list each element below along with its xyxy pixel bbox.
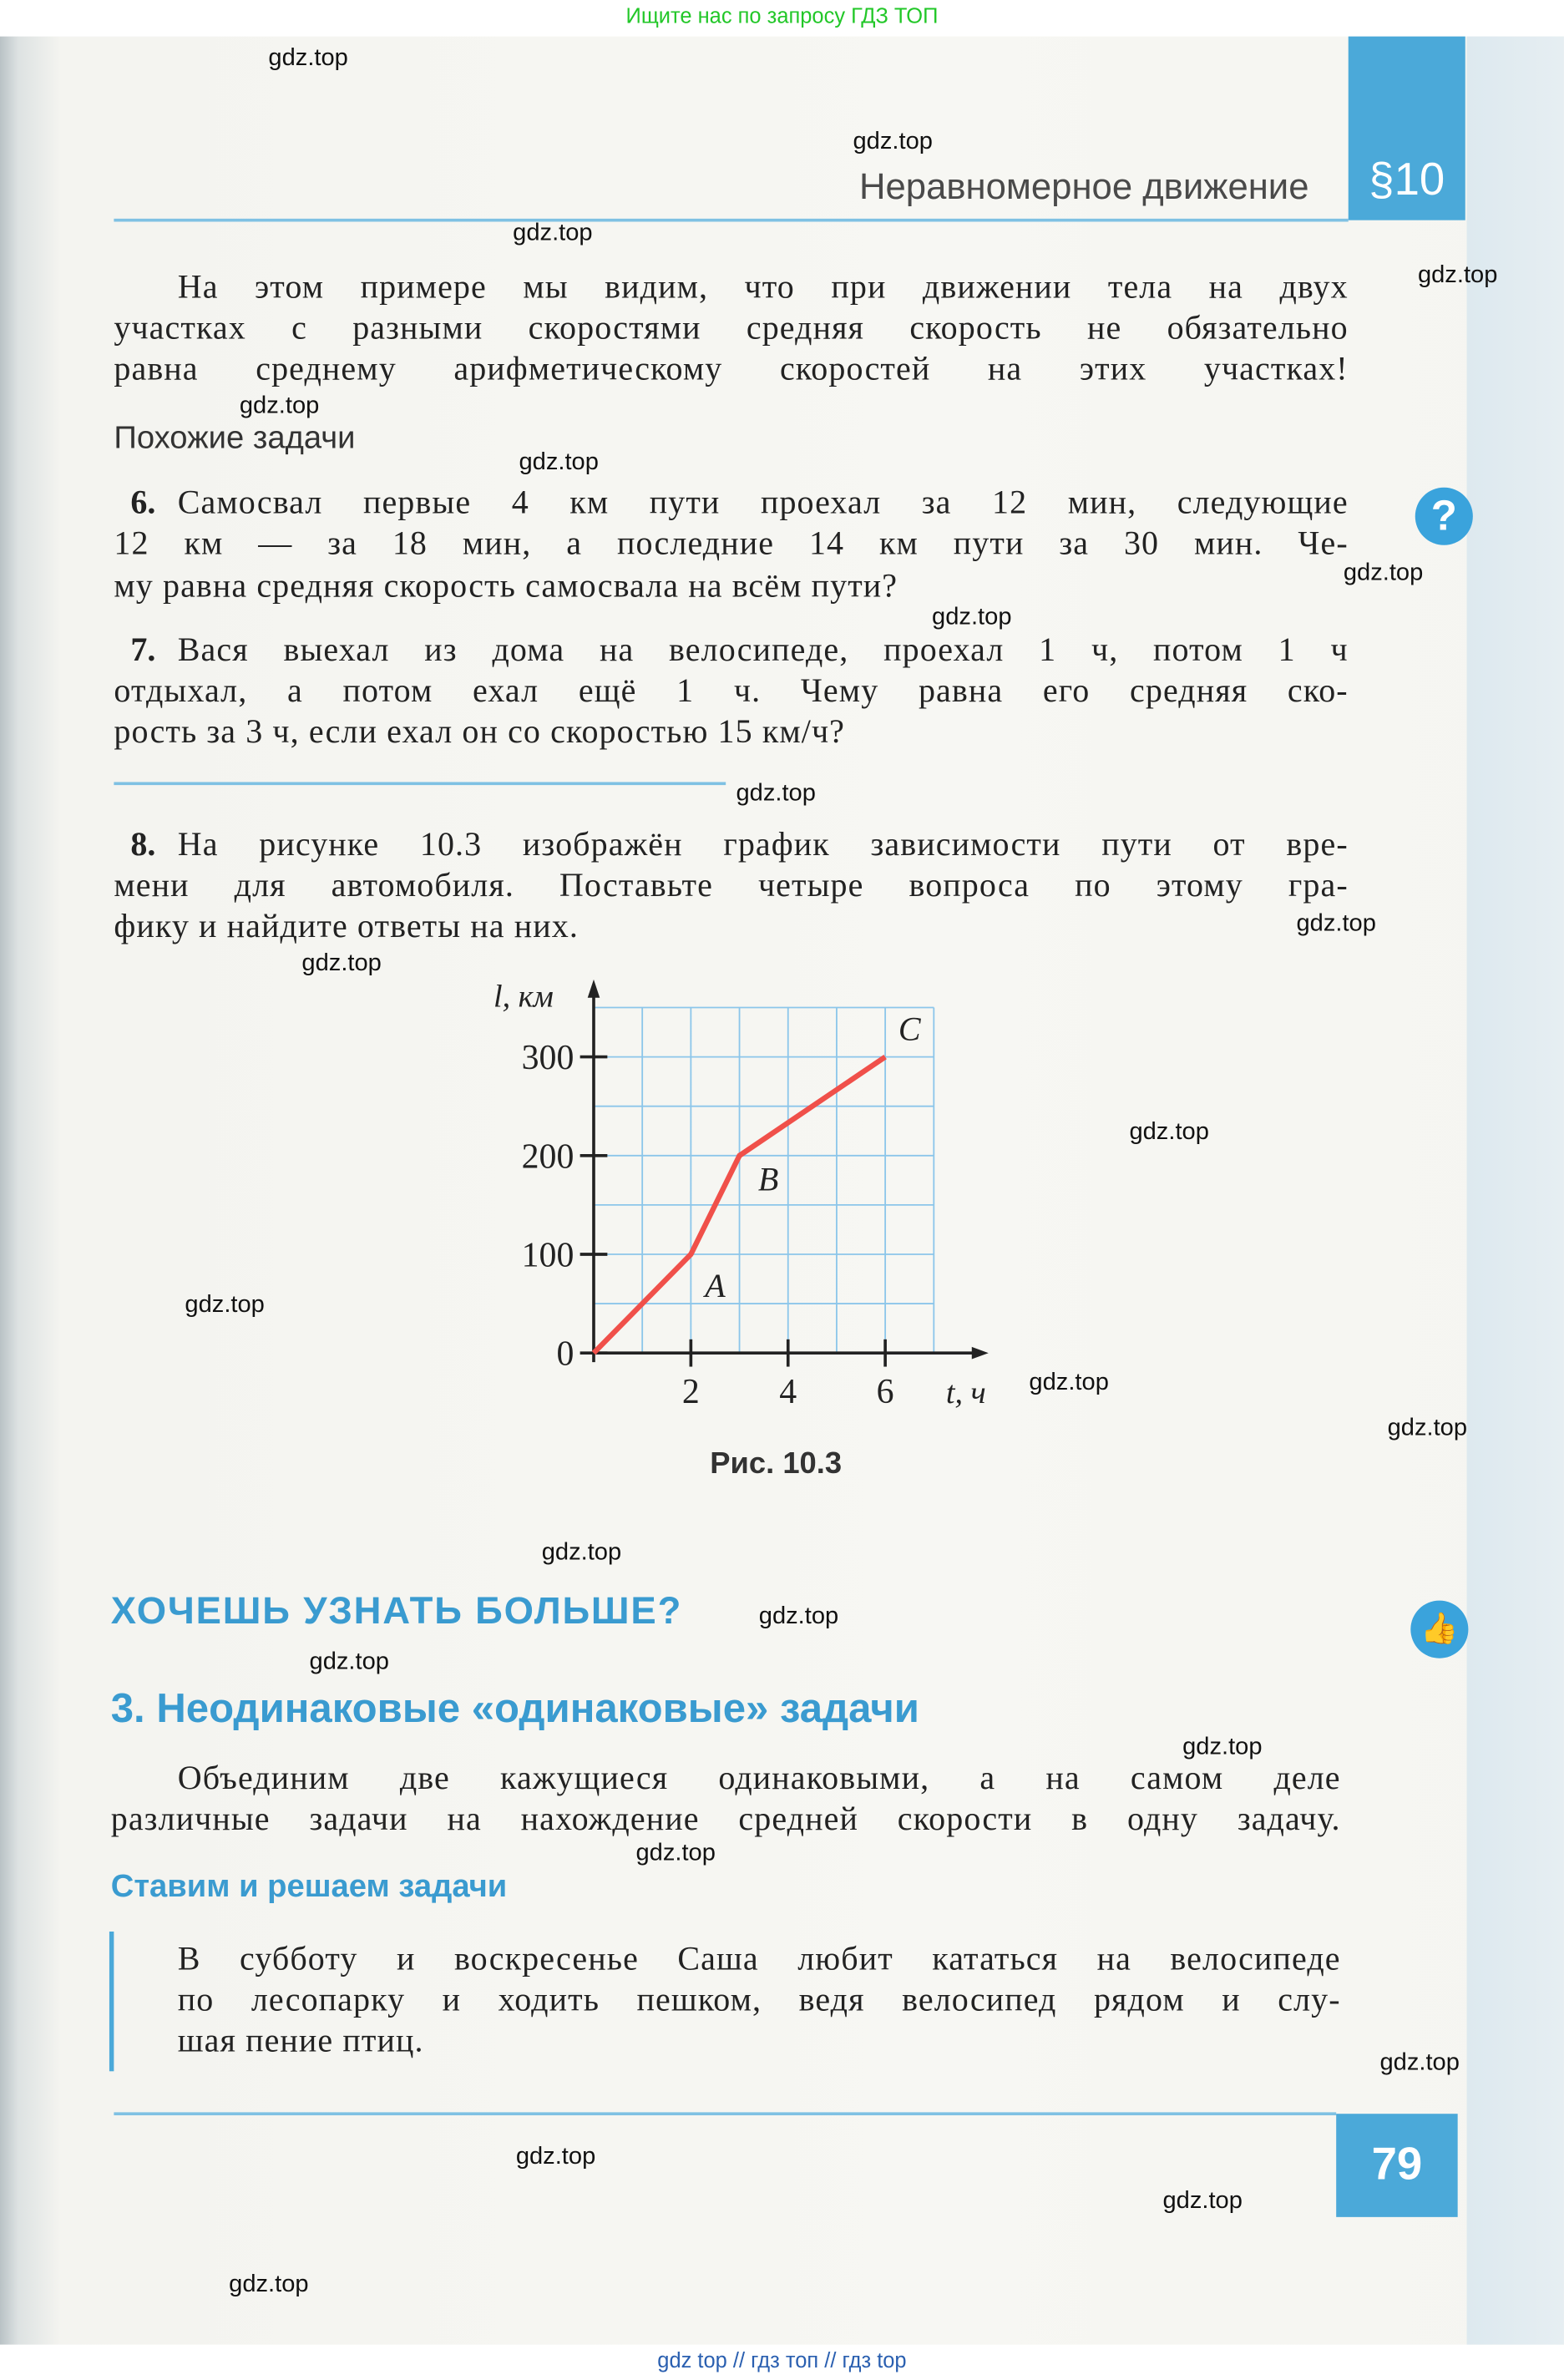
y-axis-label: l, км [493, 979, 554, 1015]
y-tick-label: 0 [556, 1334, 574, 1374]
problem-line: 12 км — за 18 мин, а последние 14 км пути за 30 мин. Че- [114, 524, 1349, 562]
problem-line: мени для автомобиля. Поставьте четыре вопроса по этому гра- [114, 865, 1349, 904]
subheading: Ставим и решаем задачи [110, 1869, 508, 1905]
text-line: участках с разными скоростями средняя скорость не обязательно [114, 308, 1349, 347]
x-tick-label: 2 [681, 1373, 700, 1412]
watermark: gdz.top [1343, 560, 1424, 586]
problem-number: 8. [130, 824, 156, 863]
problem-line: Вася выехал из дома на велосипеде, проехал 1 ч, потом 1 ч [177, 630, 1349, 669]
watermark: gdz.top [185, 1292, 265, 1319]
watermark: gdz.top [1029, 1370, 1109, 1396]
watermark: gdz.top [301, 950, 382, 977]
similar-tasks-heading: Похожие задачи [114, 420, 356, 456]
figure-caption: Рис. 10.3 [710, 1446, 843, 1481]
watermark: gdz.top [1379, 2049, 1460, 2076]
box-line: по лесопарку и ходить пешком, ведя велосипед рядом и слу- [177, 1980, 1341, 2018]
question-icon: ? [1415, 488, 1473, 545]
problem-line: Самосвал первые 4 км пути проехал за 12 мин, следующие [177, 483, 1349, 521]
watermark: gdz.top [1182, 1734, 1263, 1760]
y-tick-label: 200 [521, 1137, 574, 1177]
watermark: gdz.top [1162, 2188, 1243, 2215]
watermark: gdz.top [515, 2144, 596, 2170]
point-label-c: C [898, 1010, 921, 1048]
x-axis-arrow [972, 1347, 989, 1360]
watermark: gdz.top [519, 449, 599, 476]
x-axis-label: t, ч [945, 1375, 986, 1411]
section-title: 3. Неодинаковые «одинаковые» задачи [110, 1685, 919, 1731]
y-axis-arrow [588, 980, 600, 998]
problem-number: 6. [130, 483, 156, 521]
watermark: gdz.top [1417, 262, 1498, 289]
watermark: gdz.top [758, 1603, 839, 1630]
chapter-title: Неравномерное движение [859, 167, 1309, 209]
watermark: gdz.top [513, 220, 593, 246]
watermark: gdz.top [853, 129, 933, 155]
problem-line: отдыхал, а потом ехал ещё 1 ч. Чему равна его средняя ско- [114, 671, 1349, 710]
box-line: шая пение птиц. [177, 2021, 424, 2059]
point-label-b: B [757, 1160, 779, 1198]
bottom-banner[interactable]: gdz top // гдз топ // гдз top [657, 2347, 907, 2372]
box-border [109, 1932, 114, 2071]
x-tick-label: 4 [779, 1373, 797, 1412]
x-tick-label: 6 [876, 1373, 894, 1412]
watermark: gdz.top [1296, 911, 1376, 937]
y-tick-label: 100 [521, 1236, 574, 1275]
watermark: gdz.top [229, 2271, 309, 2298]
watermark: gdz.top [1387, 1415, 1468, 1441]
text-line: различные задачи на нахождение средней скорости в одну задачу. [110, 1799, 1341, 1838]
watermark: gdz.top [1129, 1119, 1209, 1146]
watermark: gdz.top [239, 392, 320, 419]
page-number: 79 [1336, 2114, 1457, 2217]
thumbs-up-icon: 👍 [1410, 1601, 1468, 1658]
problem-number: 7. [130, 630, 156, 669]
watermark: gdz.top [268, 45, 348, 72]
box-line: В субботу и воскресенье Саша любит кататься на велосипеде [177, 1939, 1341, 1977]
problem-line: На рисунке 10.3 изображён график зависимости пути от вре- [177, 824, 1349, 863]
y-tick-label: 300 [521, 1039, 574, 1078]
top-banner[interactable]: Ищите нас по запросу ГДЗ ТОП [625, 3, 939, 28]
point-label-a: A [705, 1266, 726, 1304]
more-heading: ХОЧЕШЬ УЗНАТЬ БОЛЬШЕ? [110, 1589, 683, 1633]
watermark: gdz.top [932, 604, 1012, 630]
problem-line: му равна средняя скорость самосвала на всём пути? [114, 566, 898, 605]
text-line: На этом примере мы видим, что при движении тела на двух [177, 267, 1349, 306]
problem-line: фику и найдите ответы на них. [114, 906, 579, 945]
watermark: gdz.top [309, 1648, 389, 1675]
text-line: Объединим две кажущиеся одинаковыми, а на самом деле [177, 1758, 1341, 1797]
footer-rule [114, 2112, 1336, 2115]
text-line: равна среднему арифметическому скоростей на этих участках! [114, 349, 1349, 387]
watermark: gdz.top [541, 1539, 622, 1566]
section-number: §10 [1369, 154, 1445, 205]
watermark: gdz.top [635, 1840, 716, 1866]
watermark: gdz.top [736, 780, 816, 807]
problem-line: рость за 3 ч, если ехал он со скоростью 15 км/ч? [114, 711, 846, 751]
